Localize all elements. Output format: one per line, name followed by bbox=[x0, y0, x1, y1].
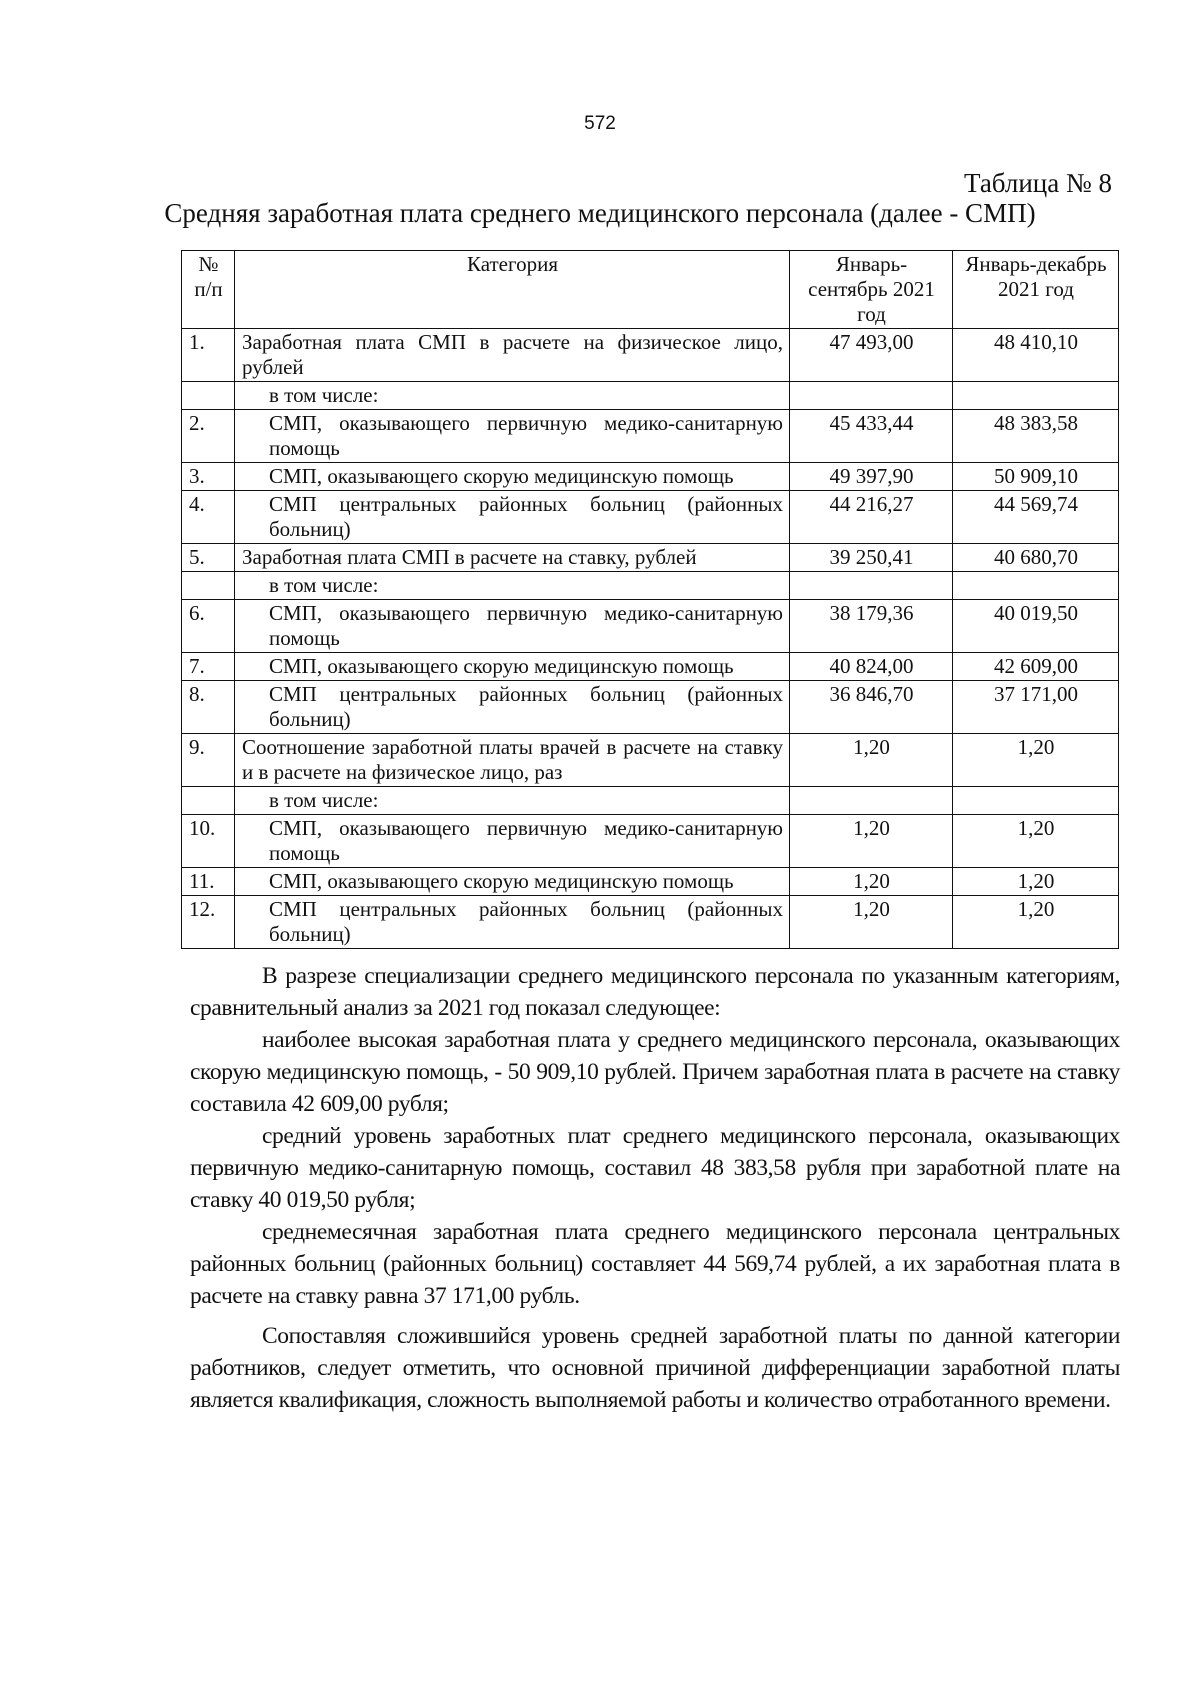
header-period2: Январь-декабрь 2021 год bbox=[953, 251, 1119, 329]
row-value-1: 39 250,41 bbox=[790, 544, 953, 572]
paragraph: Сопоставляя сложившийся уровень средней заработной платы по данной категории работников, следует отметить, что основной причиной дифференциации заработной платы является квалификация, сложность выполняемой работы и количество отработанного времени. bbox=[190, 1323, 1120, 1413]
row-value-1: 1,20 bbox=[790, 734, 953, 787]
paragraph: В разрезе специализации среднего медицинского персонала по указанным категориям, сравнительный анализ за 2021 год показал следующее: bbox=[190, 963, 1120, 1021]
row-category: СМП, оказывающего первичную медико-санитарную помощь bbox=[235, 600, 790, 653]
row-category: СМП, оказывающего скорую медицинскую помощь bbox=[235, 868, 790, 896]
table-row bbox=[182, 681, 1119, 734]
table-row bbox=[182, 734, 1119, 787]
row-value-2: 50 909,10 bbox=[953, 463, 1119, 491]
row-value-2: 42 609,00 bbox=[953, 653, 1119, 681]
row-value-2: 40 680,70 bbox=[953, 544, 1119, 572]
row-value-1: 45 433,44 bbox=[790, 410, 953, 463]
table-title: Средняя заработная плата среднего медицинского персонала (далее - СМП) bbox=[164, 198, 1036, 228]
row-category: СМП, оказывающего первичную медико-санитарную помощь bbox=[235, 410, 790, 463]
row-value-1 bbox=[790, 787, 953, 815]
row-value-2: 40 019,50 bbox=[953, 600, 1119, 653]
row-value-1: 49 397,90 bbox=[790, 463, 953, 491]
table-row bbox=[182, 896, 1119, 949]
table-header-row bbox=[182, 251, 1119, 329]
row-value-2: 1,20 bbox=[953, 896, 1119, 949]
header-category: Категория bbox=[235, 251, 790, 329]
row-num: 2. bbox=[182, 410, 235, 463]
table-row bbox=[182, 815, 1119, 868]
row-value-1: 44 216,27 bbox=[790, 491, 953, 544]
row-category: Заработная плата СМП в расчете на ставку, рублей bbox=[235, 544, 790, 572]
row-value-1: 47 493,00 bbox=[790, 329, 953, 382]
row-value-1: 38 179,36 bbox=[790, 600, 953, 653]
row-num: 4. bbox=[182, 491, 235, 544]
row-value-2: 44 569,74 bbox=[953, 491, 1119, 544]
row-category: Заработная плата СМП в расчете на физическое лицо, рублей bbox=[235, 329, 790, 382]
row-num: 3. bbox=[182, 463, 235, 491]
row-num bbox=[182, 572, 235, 600]
row-value-2: 1,20 bbox=[953, 868, 1119, 896]
row-value-1: 36 846,70 bbox=[790, 681, 953, 734]
row-category: в том числе: bbox=[235, 787, 790, 815]
table-row bbox=[182, 491, 1119, 544]
table-label: Таблица № 8 bbox=[964, 168, 1112, 198]
row-value-1: 1,20 bbox=[790, 896, 953, 949]
row-num: 1. bbox=[182, 329, 235, 382]
page-number: 572 bbox=[584, 113, 616, 134]
row-category: СМП, оказывающего первичную медико-санитарную помощь bbox=[235, 815, 790, 868]
table-row bbox=[182, 463, 1119, 491]
row-value-2 bbox=[953, 787, 1119, 815]
row-num: 5. bbox=[182, 544, 235, 572]
row-num: 11. bbox=[182, 868, 235, 896]
row-category: в том числе: bbox=[235, 572, 790, 600]
row-category: СМП центральных районных больниц (районных больниц) bbox=[235, 681, 790, 734]
row-value-2 bbox=[953, 382, 1119, 410]
row-value-2: 37 171,00 bbox=[953, 681, 1119, 734]
table-row bbox=[182, 410, 1119, 463]
paragraph: среднемесячная заработная плата среднего медицинского персонала центральных районных больниц (районных больниц) составляет 44 569,74 рублей, а их заработная плата в расчете на ставку равна 37 171,00 рубль. bbox=[190, 1219, 1120, 1309]
row-category: Соотношение заработной платы врачей в расчете на ставку и в расчете на физическое лицо, раз bbox=[235, 734, 790, 787]
row-value-2: 48 410,10 bbox=[953, 329, 1119, 382]
table-row bbox=[182, 544, 1119, 572]
row-num: 9. bbox=[182, 734, 235, 787]
table-row bbox=[182, 572, 1119, 600]
row-num bbox=[182, 787, 235, 815]
row-num bbox=[182, 382, 235, 410]
row-value-1: 1,20 bbox=[790, 868, 953, 896]
row-num: 6. bbox=[182, 600, 235, 653]
paragraph: средний уровень заработных плат среднего медицинского персонала, оказывающих первичную медико-санитарную помощь, составил 48 383,58 рубля при заработной плате на ставку 40 019,50 рубля; bbox=[190, 1123, 1120, 1213]
row-value-2: 1,20 bbox=[953, 734, 1119, 787]
table-row bbox=[182, 868, 1119, 896]
paragraph: наиболее высокая заработная плата у среднего медицинского персонала, оказывающих скорую медицинскую помощь, - 50 909,10 рублей. Причем заработная плата в расчете на ставку составила 42 609,00 рубля; bbox=[190, 1027, 1120, 1117]
row-category: СМП центральных районных больниц (районных больниц) bbox=[235, 491, 790, 544]
table-row bbox=[182, 600, 1119, 653]
row-category: СМП, оказывающего скорую медицинскую помощь bbox=[235, 653, 790, 681]
table-row bbox=[182, 787, 1119, 815]
table-row bbox=[182, 382, 1119, 410]
row-category: в том числе: bbox=[235, 382, 790, 410]
row-num: 7. bbox=[182, 653, 235, 681]
row-num: 12. bbox=[182, 896, 235, 949]
row-value-1 bbox=[790, 382, 953, 410]
row-num: 8. bbox=[182, 681, 235, 734]
row-value-2: 48 383,58 bbox=[953, 410, 1119, 463]
header-num: № п/п bbox=[182, 251, 235, 329]
row-value-1 bbox=[790, 572, 953, 600]
table-row bbox=[182, 329, 1119, 382]
row-num: 10. bbox=[182, 815, 235, 868]
table-row bbox=[182, 653, 1119, 681]
row-value-1: 1,20 bbox=[790, 815, 953, 868]
row-value-2 bbox=[953, 572, 1119, 600]
row-category: СМП центральных районных больниц (районных больниц) bbox=[235, 896, 790, 949]
row-category: СМП, оказывающего скорую медицинскую помощь bbox=[235, 463, 790, 491]
row-value-1: 40 824,00 bbox=[790, 653, 953, 681]
header-period1: Январь-сентябрь 2021 год bbox=[790, 251, 953, 329]
body-text bbox=[190, 960, 1120, 1416]
salary-table bbox=[181, 250, 1119, 949]
row-value-2: 1,20 bbox=[953, 815, 1119, 868]
